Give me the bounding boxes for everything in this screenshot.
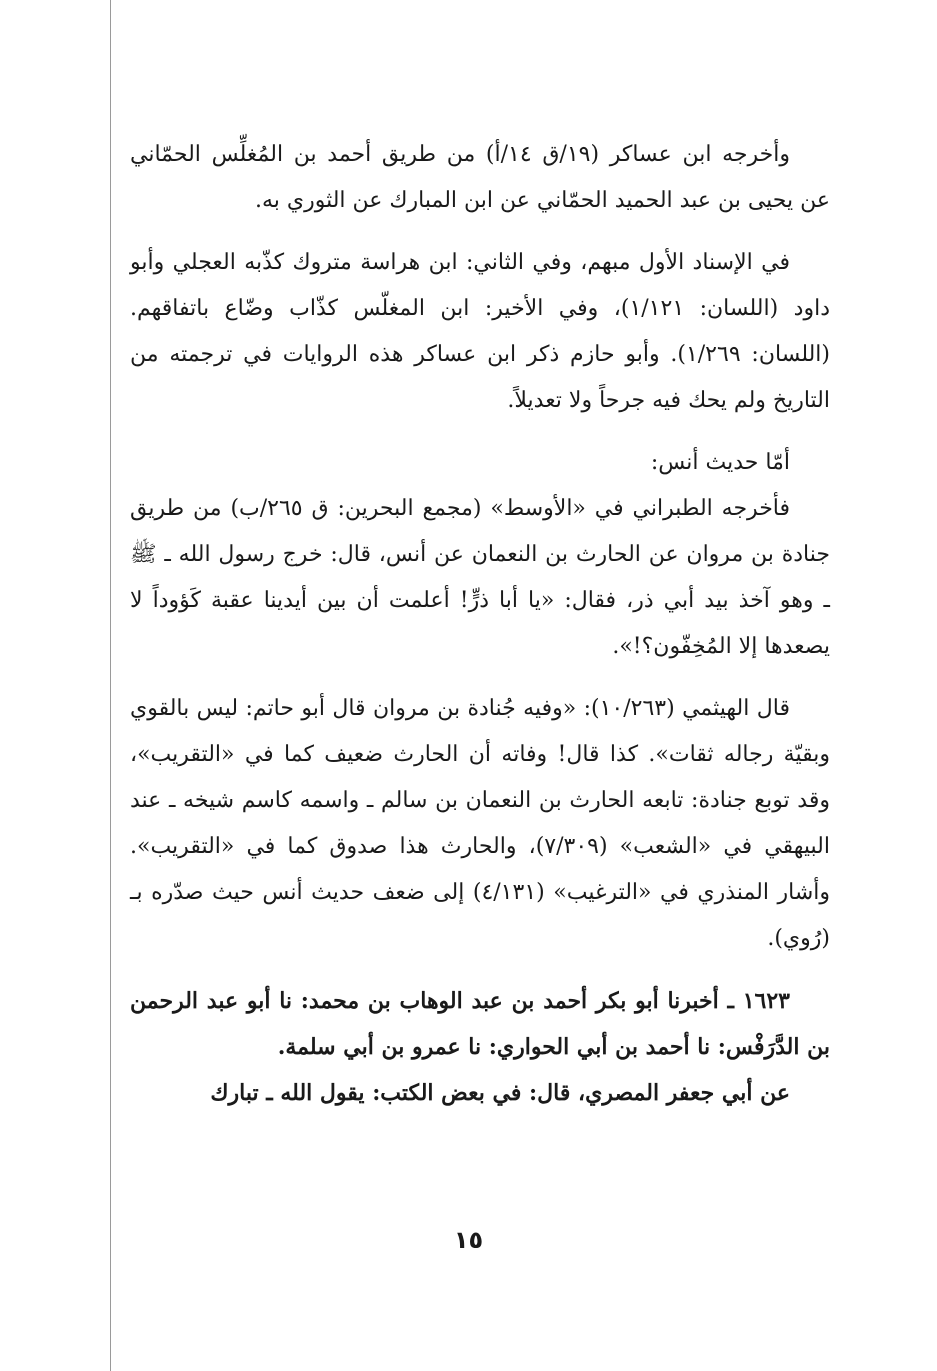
- paragraph-hadith-1623: ١٦٢٣ ـ أخبرنا أبو بكر أحمد بن عبد الوهاب بن محمد: نا أبو عبد الرحمن بن الدَّرَفْس: نا أحمد بن أبي الحواري: نا عمرو بن أبي سلمة.: [130, 988, 830, 1060]
- page-spine-line: [110, 0, 111, 1371]
- paragraph-isnad-critique: في الإسناد الأول مبهم، وفي الثاني: ابن هراسة متروك كذّبه العجلي وأبو داود (اللسان: ١/١٢١)، وفي الأخير: ابن المغلّس كذّاب وضّاع باتفاقهم. (اللسان: ١/٢٦٩). وأبو حازم ذكر ابن عساكر هذه الروايات في ترجمته من التاريخ ولم يحك فيه جرحاً ولا تعديلاً.: [130, 250, 831, 413]
- page-number: ١٥: [453, 1226, 484, 1254]
- paragraph-haythami: قال الهيثمي (١٠/٢٦٣): «وفيه جُنادة بن مروان قال أبو حاتم: ليس بالقوي وبقيّة رجاله ثقات». كذا قال! وفاته أن الحارث ضعيف كما في «التقريب»، وقد توبع جنادة: تابعه الحارث بن النعمان بن سالم ـ واسمه كاسم شيخه ـ عند البيهقي في «الشعب» (٧/٣٠٩)، والحارث هذا صدوق كما في «التقريب». وأشار المنذري في «الترغيب» (٤/١٣١) إلى ضعف حديث أنس حيث صدّره بـ (رُوي).: [130, 696, 831, 951]
- paragraph-takhrij-ibn-asakir: وأخرجه ابن عساكر (١٩/ق ١٤/أ) من طريق أحمد بن المُغلِّس الحمّاني عن يحيى بن عبد الحميد الحمّاني عن ابن المبارك عن الثوري به.: [130, 142, 830, 213]
- page-body: [130, 132, 830, 1116]
- paragraph-abu-jafar: عن أبي جعفر المصري، قال: في بعض الكتب: يقول الله ـ تبارك: [210, 1080, 790, 1106]
- paragraph-anas-heading: أمّا حديث أنس:: [650, 450, 790, 475]
- paragraph-tabarani: فأخرجه الطبراني في «الأوسط» (مجمع البحرين: ق ٢٦٥/ب) من طريق جنادة بن مروان عن الحارث بن النعمان عن أنس، قال: خرج رسول الله ـ ﷺ ـ وهو آخذ بيد أبي ذر، فقال: «يا أبا ذرٍّ! أعلمت أن بين أيدينا عقبة كَؤوداً لا يصعدها إلا المُخِفّون؟!».: [130, 496, 830, 659]
